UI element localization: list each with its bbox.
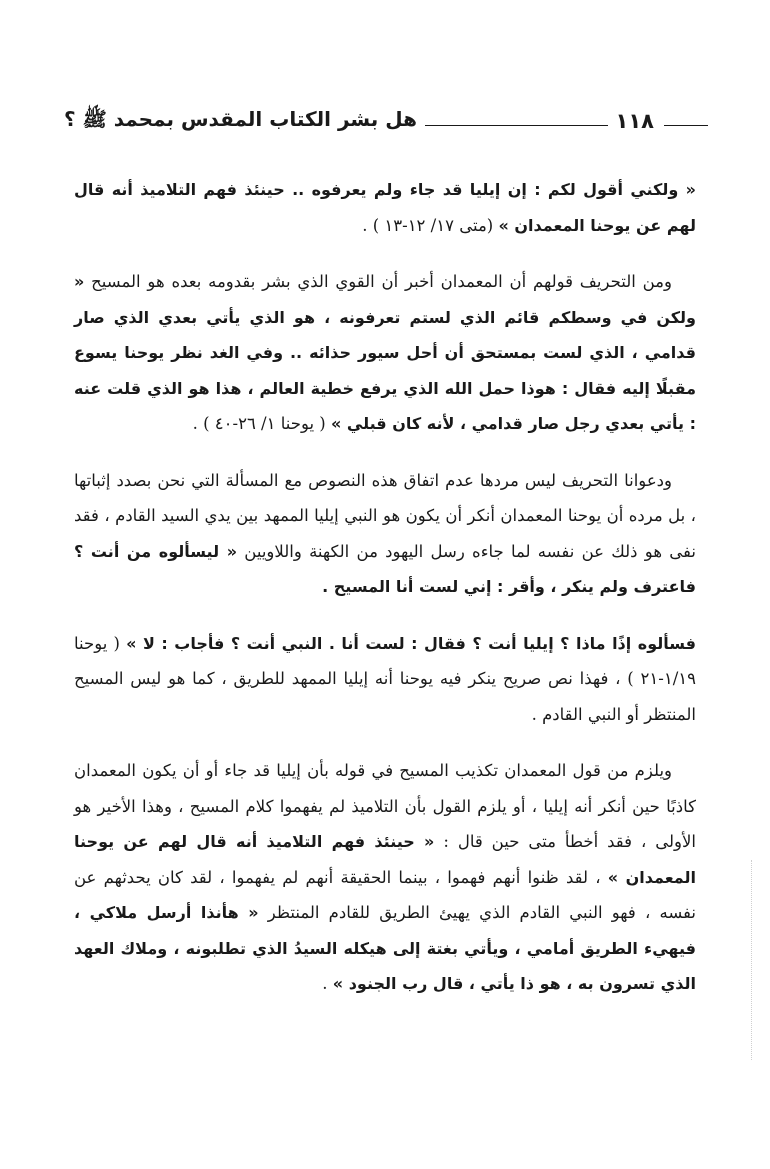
paragraph bbox=[74, 172, 696, 243]
body-text-run: ( يوحنا ١/ ٢٦-٤٠ ) . bbox=[192, 414, 331, 433]
header-rule bbox=[425, 125, 608, 126]
header-left-dash bbox=[664, 125, 708, 126]
running-header bbox=[64, 104, 708, 138]
body-text-run: ، لقد ظنوا أنهم فهموا ، بينما الحقيقة أنهم لم يفهموا ، لقد كان يحدثهم عن نفسه ، فهو النبي القادم الذي يهيئ الطريق للقادم المنتظر bbox=[74, 867, 696, 922]
paragraph bbox=[74, 753, 696, 1002]
page-number: ١١٨ bbox=[615, 109, 654, 133]
paragraph bbox=[74, 463, 696, 605]
body-text-run: (متى ١٧/ ١٢-١٣ ) . bbox=[362, 215, 499, 235]
page-edge-mark bbox=[750, 860, 752, 1060]
body-text-run: . bbox=[322, 974, 333, 993]
body-text-run: ودعوانا التحريف ليس مردها عدم اتفاق هذه النصوص مع المسألة التي نحن بصدد إثباتها ، بل مرده أن يوحنا المعمدان أنكر أن يكون هو النبي إيليا الممهد بين يدي السيد القادم ، فقد نفى هو ذلك عن نفسه لما جاءه رسل اليهود من الكهنة واللاويين bbox=[74, 470, 696, 561]
body-text bbox=[74, 172, 696, 1023]
body-text-run: ويلزم من قول المعمدان تكذيب المسيح في قوله بأن إيليا قد جاء أو أن يكون المعمدان كاذبًا حين أنكر أنه إيليا ، أو يلزم القول بأن التلاميذ لم يفهموا كلام المسيح ، وهذا الأخير هو الأولى ، فقد أخطأ متى حين قال : bbox=[74, 761, 696, 851]
quoted-text: فسألوه إذًا ماذا ؟ إيليا أنت ؟ فقال : لست أنا . النبي أنت ؟ فأجاب : لا » bbox=[126, 633, 696, 653]
paragraph bbox=[74, 264, 696, 442]
quoted-text: « ليسألوه من أنت ؟ فاعترف ولم ينكر ، وأقر : إني لست أنا المسيح . bbox=[74, 541, 696, 596]
running-title: هل بشر الكتاب المقدس بمحمد ﷺ ؟ bbox=[64, 106, 417, 131]
quoted-text: « حينئذ فهم التلاميذ أنه قال لهم عن يوحنا المعمدان » bbox=[74, 832, 697, 887]
body-text-run: ومن التحريف قولهم أن المعمدان أخبر أن القوي الذي بشر بقدومه بعده هو المسيح bbox=[84, 272, 672, 291]
quoted-text: « هأنذا أرسل ملاكي ، فيهيء الطريق أمامي ، ويأتي بغتة إلى هيكله السيدُ الذي تطلبونه ، وملاك العهد الذي تسرون به ، هو ذا يأتي ، قال رب الجنود » bbox=[74, 903, 696, 993]
quoted-text: « ولكني أقول لكم : إن إيليا قد جاء ولم يعرفوه .. حينئذ فهم التلاميذ أنه قال لهم عن يوحنا المعمدان » bbox=[74, 180, 696, 235]
quoted-text: « ولكن في وسطكم قائم الذي لستم تعرفونه ، هو الذي يأتي بعدي الذي صار قدامي ، الذي لست بمستحق أن أحل سيور حذائه .. وفي الغد نظر يوحنا يسوع مقبلًا إليه فقال : هوذا حمل الله الذي يرفع خطية العالم ، هذا هو الذي قلت عنه : يأتي بعدي رجل صار قدامي ، لأنه كان قبلي » bbox=[74, 272, 696, 433]
paragraph bbox=[74, 626, 696, 733]
body-text-run: ( يوحنا ١/١٩-٢١ ) ، فهذا نص صريح ينكر فيه يوحنا أنه إيليا الممهد للطريق ، كما هو ليس المسيح المنتظر أو النبي القادم . bbox=[74, 633, 696, 724]
